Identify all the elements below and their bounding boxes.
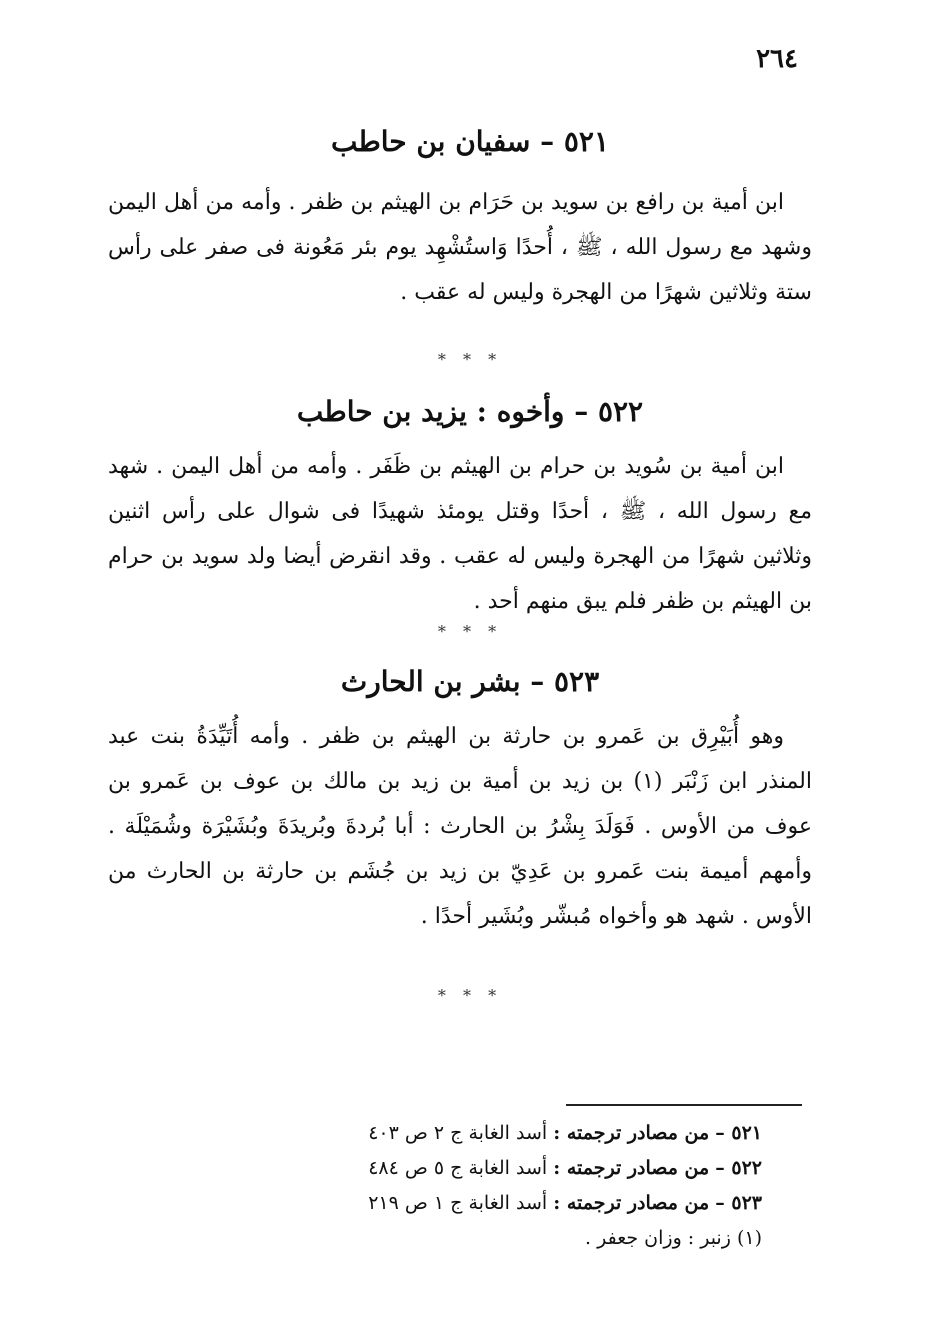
entry-text-522: ابن أمية بن سُويد بن حرام بن الهيثم بن ظَفَر . وأمه من أهل اليمن . شهد مع رسول الله ، ﷺ ، أحدًا وقتل يومئذ شهيدًا فى شوال على رأس اثنين وثلاثين شهرًا من الهجرة وليس له عقب . وقد انقرض أيضا ولد سويد بن حرام بن الهيثم بن ظفر فلم يبق منهم أحد . bbox=[108, 454, 812, 614]
entry-body-522 bbox=[108, 444, 812, 624]
footnote-label: من مصادر ترجمته : bbox=[553, 1122, 710, 1144]
source-footnote-522 bbox=[300, 1151, 762, 1186]
entry-body-523 bbox=[108, 714, 812, 939]
explanatory-footnote: (١) زنبر : وزان جعفر . bbox=[585, 1227, 762, 1249]
footnote-label: من مصادر ترجمته : bbox=[553, 1157, 710, 1179]
footnote-text: أسد الغابة ج ٥ ص ٤٨٤ bbox=[368, 1157, 548, 1179]
footnotes bbox=[300, 1116, 762, 1256]
section-separator-2: * * * bbox=[437, 622, 503, 641]
entry-body-521 bbox=[108, 180, 812, 315]
source-footnote-523 bbox=[300, 1186, 762, 1221]
footnote-number: ٥٢٣ – bbox=[715, 1192, 762, 1214]
entry-text-523: وهو أُبَيْرِق بن عَمرو بن حارثة بن الهيثم بن ظفر . وأمه أُتَيِّدَةُ بنت عبد المنذر ابن زَنْبَر (١) بن زيد بن أمية بن زيد بن مالك بن عوف بن عَمرو بن عوف من الأوس . فَوَلَدَ بِشْرُ بن الحارث : أبا بُردةَ وبُريدَةَ وبُشَيْرَة وشُمَيْلَة . وأمهم أميمة بنت عَمرو بن عَدِيّ بن زيد بن جُشَم بن حارثة بن الحارث من الأوس . شهد هو وأخواه مُبشّر وبُشَير أحدًا . bbox=[108, 724, 812, 929]
footnote-rule bbox=[566, 1104, 802, 1106]
footnote-text: أسد الغابة ج ١ ص ٢١٩ bbox=[368, 1192, 548, 1214]
entry-text-521: ابن أمية بن رافع بن سويد بن حَرَام بن الهيثم بن ظفر . وأمه من أهل اليمن وشهد مع رسول الله ، ﷺ ، أُحدًا وَاستُشْهِد يوم بئر مَعُونة فى صفر على رأس ستة وثلاثين شهرًا من الهجرة وليس له عقب . bbox=[108, 190, 812, 305]
source-footnote-521 bbox=[300, 1116, 762, 1151]
footnote-text: أسد الغابة ج ٢ ص ٤٠٣ bbox=[368, 1122, 548, 1144]
entry-title-521: ٥٢١ – سفيان بن حاطب bbox=[330, 125, 609, 158]
entry-title-522: ٥٢٢ – وأخوه : يزيد بن حاطب bbox=[296, 395, 644, 428]
footnote-number: ٥٢١ – bbox=[715, 1122, 762, 1144]
entry-title-523: ٥٢٣ – بشر بن الحارث bbox=[340, 665, 600, 698]
page-number: ٢٦٤ bbox=[756, 44, 798, 74]
footnote-number: ٥٢٢ – bbox=[715, 1157, 762, 1179]
section-separator-3: * * * bbox=[437, 986, 503, 1005]
section-separator-1: * * * bbox=[437, 350, 503, 369]
footnote-label: من مصادر ترجمته : bbox=[553, 1192, 710, 1214]
